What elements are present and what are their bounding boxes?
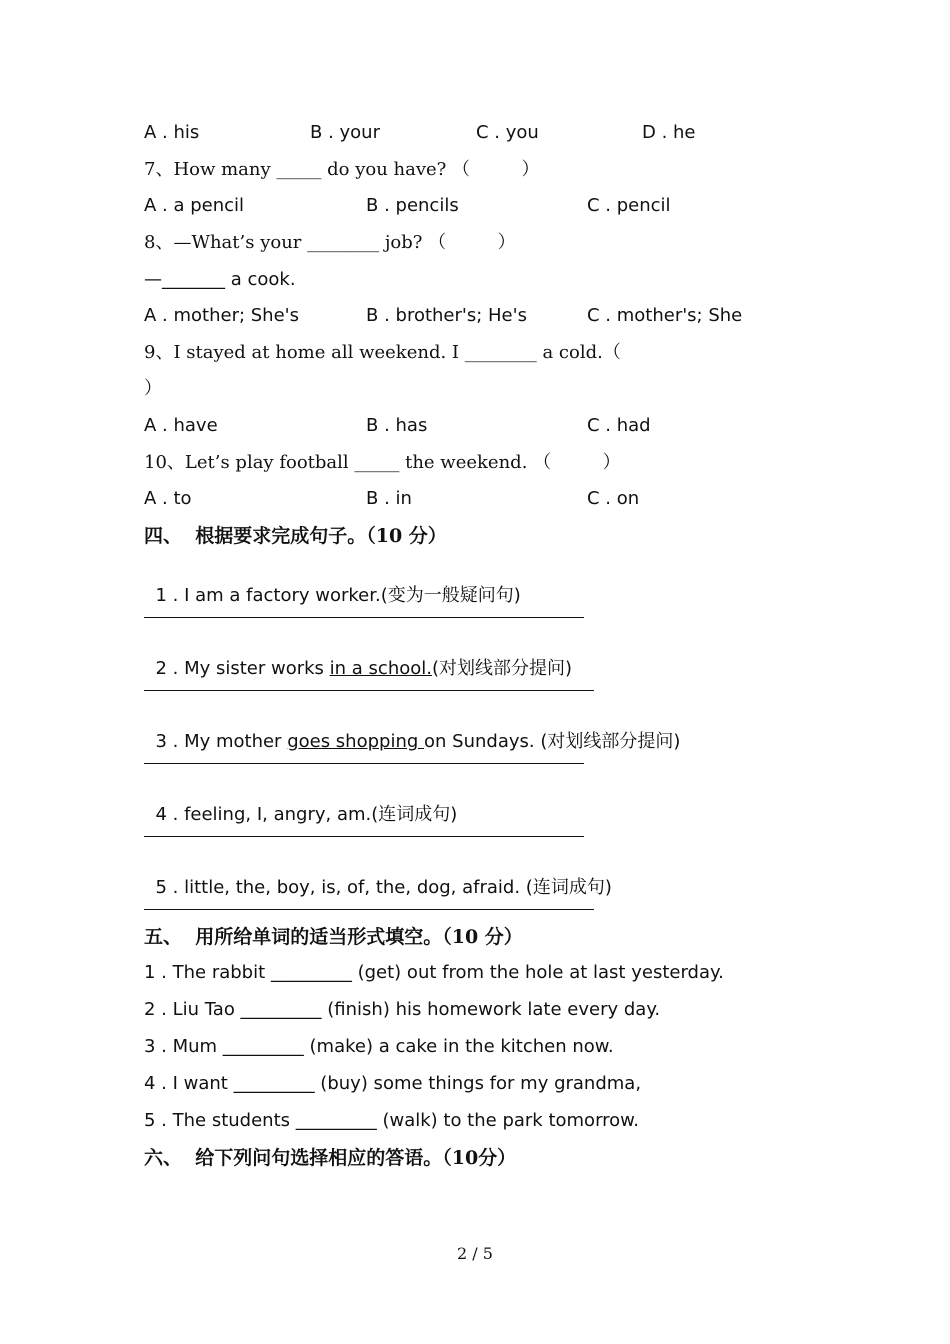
section4-heading: 四、 根据要求完成句子。（10 分） <box>144 525 447 547</box>
q8-text: 8、—What’s your ________ job? （ ） <box>144 232 516 253</box>
section5-item-4: 4 . I want _________ (buy) some things for my grandma, <box>144 1073 642 1094</box>
q9-text: 9、I stayed at home all weekend. I ________ a cold.（ <box>144 342 621 363</box>
item-instruction: (对划线部分提问) <box>431 658 573 679</box>
underlined-phrase: goes shopping <box>287 731 425 752</box>
q8-option-b: B . brother's; He's <box>366 305 527 326</box>
section6-heading: 六、 给下列问句选择相应的答语。（10分） <box>144 1147 517 1169</box>
section5-heading: 五、 用所给单词的适当形式填空。（10 分） <box>144 926 523 948</box>
q6-option-b: B . your <box>310 122 380 143</box>
answer-line <box>144 690 594 691</box>
q6-option-c: C . you <box>476 122 539 143</box>
item-text: 1 . I am a factory worker.(变为一般疑问句) <box>155 585 521 606</box>
q10-option-a: A . to <box>144 488 192 509</box>
section4-item-4 <box>144 779 457 827</box>
item-text: 4 . feeling, I, angry, am.(连词成句) <box>155 804 458 825</box>
q6-option-a: A . his <box>144 122 200 143</box>
answer-line <box>144 763 584 764</box>
q6-option-d: D . he <box>642 122 696 143</box>
page-number: 2 / 5 <box>457 1244 493 1263</box>
answer-line <box>144 836 584 837</box>
section4-item-1 <box>144 560 521 608</box>
q9-option-b: B . has <box>366 415 428 436</box>
q8-option-c: C . mother's; She <box>587 305 743 326</box>
section4-item-5 <box>144 852 612 900</box>
item-text: 2 . My sister works <box>155 658 330 679</box>
q7-option-b: B . pencils <box>366 195 459 216</box>
q7-text: 7、How many _____ do you have? （ ） <box>144 159 540 180</box>
section5-item-1: 1 . The rabbit _________ (get) out from the hole at last yesterday. <box>144 962 724 983</box>
q9-option-c: C . had <box>587 415 651 436</box>
underlined-phrase: in a school. <box>329 658 432 679</box>
q10-option-c: C . on <box>587 488 640 509</box>
q10-option-b: B . in <box>366 488 412 509</box>
section5-item-5: 5 . The students _________ (walk) to the park tomorrow. <box>144 1110 639 1131</box>
q7-option-c: C . pencil <box>587 195 671 216</box>
q10-text: 10、Let’s play football _____ the weekend. （ ） <box>144 452 621 473</box>
answer-line <box>144 617 584 618</box>
item-text: 3 . My mother <box>155 731 288 752</box>
item-instruction: on Sundays. (对划线部分提问) <box>424 731 681 752</box>
section5-item-2: 2 . Liu Tao _________ (finish) his homework late every day. <box>144 999 661 1020</box>
q9-text-continued: ） <box>144 378 162 399</box>
q8-option-a: A . mother; She's <box>144 305 299 326</box>
section4-item-2 <box>144 633 572 681</box>
item-text: 5 . little, the, boy, is, of, the, dog, afraid. (连词成句) <box>155 877 612 898</box>
section4-item-3 <box>144 706 680 754</box>
q8-answer-line: —_______ a cook. <box>144 269 296 290</box>
q7-option-a: A . a pencil <box>144 195 245 216</box>
q9-option-a: A . have <box>144 415 218 436</box>
answer-line <box>144 909 594 910</box>
section5-item-3: 3 . Mum _________ (make) a cake in the kitchen now. <box>144 1036 614 1057</box>
